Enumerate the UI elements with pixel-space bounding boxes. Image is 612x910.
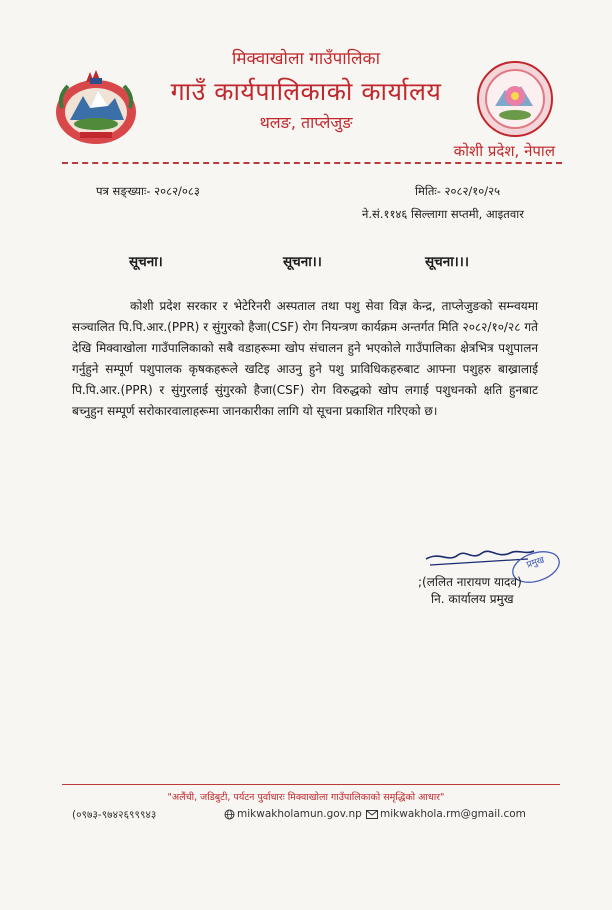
signatory-name: ;(ललित नारायण यादव) [418, 575, 522, 589]
letter-date: मितिः- २०८२/१०/२५ [415, 184, 501, 198]
mail-icon [366, 810, 378, 819]
notice-body: कोशी प्रदेश सरकार र भेटेरिनरी अस्पताल तथा पशु सेवा विज्ञ केन्द्र, ताप्लेजुङको सम्न्वयमा सञ्चालित पि.पि.आर.(PPR) र सुंगुरको हैजा(CSF) रोग नियन्त्रण कार्यक्रम अन्तर्गत मिति २०८२/१०/२८ गते देखि मिक्वाखोला गाउँपालिकाको सबै वडाहरूमा खोप संचालन हुने भएकोले गाउँपालिका क्षेत्रभित्र पशुपालन गर्नुहुने सम्पूर्ण पशुपालक कृषकहरूले खटिइ आउनु हुने पशु प्राविधिकहरुबाट आफ्ना पशुहरु बाख्रालाई पि.पि.आर.(PPR) र सुंगुरलाई सुंगुरको हैजा(CSF) रोग विरुद्धको खोप लगाई पशुधनको क्षति हुनबाट बच्नुहुन सम्पूर्ण सरोकारवालाहरूमा जानकारीका लागि यो सूचना प्रकाशित गरिएको छ। [72, 299, 538, 418]
footer-divider [62, 784, 560, 785]
notice-heading-2: सूचना।। [283, 254, 322, 270]
signatory-title: नि. कार्यालय प्रमुख [431, 592, 514, 606]
phone-number: (०९७३-९७४२६९९९४३ [72, 809, 157, 821]
nepal-sambat-date: ने.सं.११४६ सिल्लागा सप्तमी, आइतवार [362, 207, 524, 221]
footer-phone [72, 808, 156, 822]
website-link[interactable]: mikwakholamun.gov.np [237, 808, 362, 820]
stamp-text: प्रमुख [525, 555, 546, 571]
footer-email[interactable] [366, 808, 526, 820]
municipality-name: मिक्वाखोला गाउँपालिका [231, 49, 381, 69]
notice-heading-1: सूचना। [129, 254, 163, 270]
email-link[interactable]: mikwakhola.rm@gmail.com [380, 808, 526, 820]
footer-motto: "अलैंची, जडिबुटी, पर्यटन पुर्वाधारः मिक्वाखोला गाउँपालिकाको समृद्धिको आधार" [167, 792, 445, 803]
office-title: गाउँ कार्यपालिकाको कार्यालय [170, 77, 442, 106]
province-label: कोशी प्रदेश, नेपाल [453, 142, 555, 160]
letter-number: पत्र सङ्ख्याः- २०८२/०८३ [96, 184, 200, 198]
header-divider [62, 162, 562, 164]
footer-website[interactable] [224, 808, 362, 820]
office-location: थलङ, ताप्लेजुङ [259, 113, 353, 132]
notice-heading-3: सूचना।।। [425, 254, 470, 270]
globe-icon [224, 809, 235, 820]
